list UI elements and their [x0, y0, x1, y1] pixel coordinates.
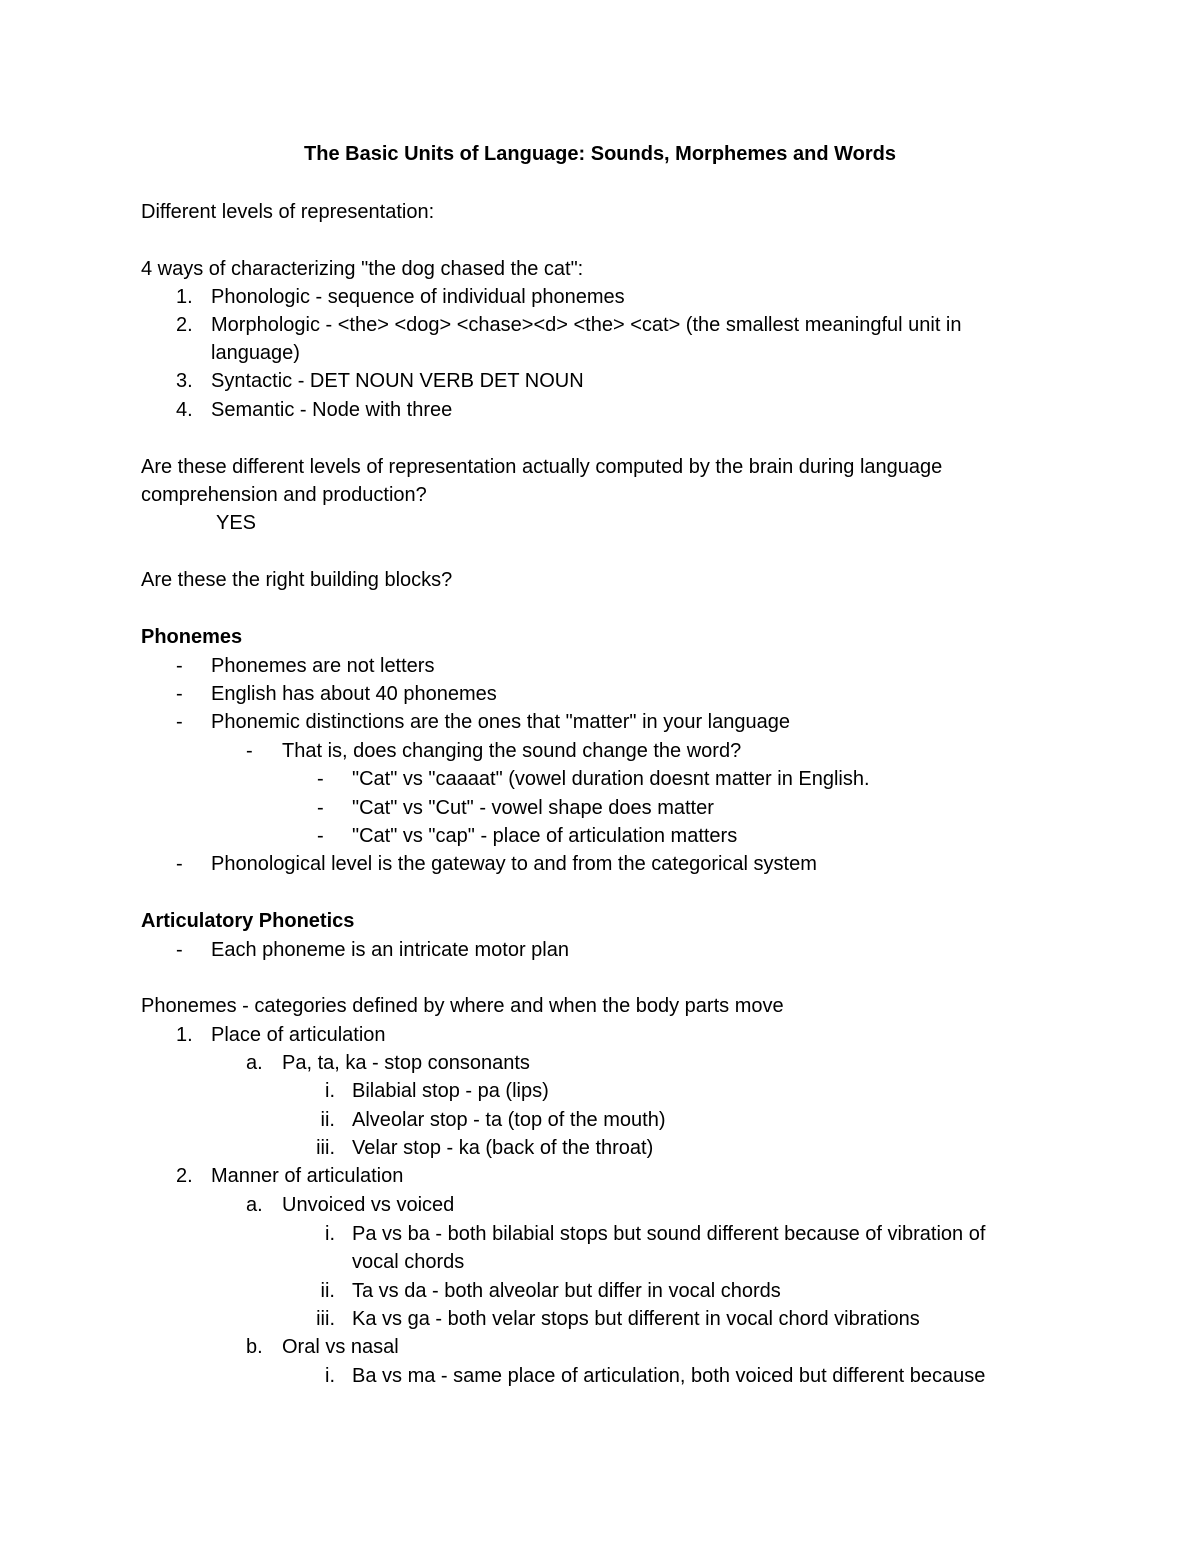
list-item-text: Bilabial stop - pa (lips): [352, 1080, 549, 1102]
list-marker: a.: [246, 1052, 263, 1074]
list-marker: 2.: [176, 314, 193, 336]
list-marker: iii.: [316, 1308, 335, 1330]
bullet-text: English has about 40 phonemes: [211, 683, 497, 705]
list-marker: iii.: [316, 1137, 335, 1159]
list-item-text: Phonologic - sequence of individual phonemes: [211, 286, 625, 308]
list-item-text: Alveolar stop - ta (top of the mouth): [352, 1109, 666, 1131]
paragraph-text: Phonemes - categories defined by where and when the body parts move: [141, 995, 784, 1017]
question-text: Are these the right building blocks?: [141, 569, 453, 591]
list-item-text: Ta vs da - both alveolar but differ in vocal chords: [352, 1280, 781, 1302]
bullet-text: "Cat" vs "caaaat" (vowel duration doesnt matter in English.: [352, 768, 870, 790]
list-item-text: Oral vs nasal: [282, 1336, 399, 1358]
list-item-text: Semantic - Node with three: [211, 399, 453, 421]
bullet-text: "Cat" vs "cap" - place of articulation matters: [352, 825, 738, 847]
list-marker: i.: [325, 1365, 335, 1387]
bullet-text: "Cat" vs "Cut" - vowel shape does matter: [352, 797, 714, 819]
list-marker: 2.: [176, 1165, 193, 1187]
list-marker: 1.: [176, 286, 193, 308]
question-text: Are these different levels of representation actually computed by the brain during language: [141, 456, 943, 478]
bullet-dash: -: [317, 768, 324, 790]
list-item-text: Ka vs ga - both velar stops but different in vocal chord vibrations: [352, 1308, 920, 1330]
bullet-dash: -: [176, 711, 183, 733]
question-text: comprehension and production?: [141, 484, 427, 506]
list-item-text: language): [211, 342, 300, 364]
list-item-text: Pa vs ba - both bilabial stops but sound different because of vibration of: [352, 1223, 986, 1245]
ways-heading-text: 4 ways of characterizing "the dog chased the cat":: [141, 258, 584, 280]
bullet-dash: -: [246, 740, 253, 762]
document-title: The Basic Units of Language: Sounds, Morphemes and Words: [304, 143, 896, 165]
list-item-text: Manner of articulation: [211, 1165, 404, 1187]
answer-text: YES: [216, 512, 257, 534]
bullet-dash: -: [317, 825, 324, 847]
list-item-text: Ba vs ma - same place of articulation, both voiced but different because: [352, 1365, 986, 1387]
list-marker: a.: [246, 1194, 263, 1216]
bullet-text: Each phoneme is an intricate motor plan: [211, 939, 569, 961]
list-item-text: vocal chords: [352, 1251, 465, 1273]
list-marker: ii.: [320, 1109, 335, 1131]
bullet-dash: -: [317, 797, 324, 819]
list-item-text: Morphologic - <the> <dog> <chase><d> <the> <cat> (the smallest meaningful unit in: [211, 314, 962, 336]
bullet-text: Phonemic distinctions are the ones that "matter" in your language: [211, 711, 790, 733]
section-heading-text: Articulatory Phonetics: [141, 910, 355, 932]
bullet-text: That is, does changing the sound change the word?: [282, 740, 742, 762]
list-marker: b.: [246, 1336, 263, 1358]
list-item-text: Syntactic - DET NOUN VERB DET NOUN: [211, 370, 584, 392]
list-marker: 3.: [176, 370, 193, 392]
section-heading-text: Phonemes: [141, 626, 243, 648]
list-item-text: Pa, ta, ka - stop consonants: [282, 1052, 530, 1074]
bullet-dash: -: [176, 655, 183, 677]
bullet-dash: -: [176, 939, 183, 961]
list-marker: i.: [325, 1080, 335, 1102]
intro-text: Different levels of representation:: [141, 201, 435, 223]
bullet-text: Phonological level is the gateway to and from the categorical system: [211, 853, 817, 875]
list-item-text: Place of articulation: [211, 1024, 386, 1046]
bullet-dash: -: [176, 853, 183, 875]
list-item-text: Unvoiced vs voiced: [282, 1194, 455, 1216]
bullet-text: Phonemes are not letters: [211, 655, 435, 677]
list-marker: ii.: [320, 1280, 335, 1302]
list-marker: 1.: [176, 1024, 193, 1046]
bullet-dash: -: [176, 683, 183, 705]
list-marker: 4.: [176, 399, 193, 421]
list-item-text: Velar stop - ka (back of the throat): [352, 1137, 654, 1159]
list-marker: i.: [325, 1223, 335, 1245]
